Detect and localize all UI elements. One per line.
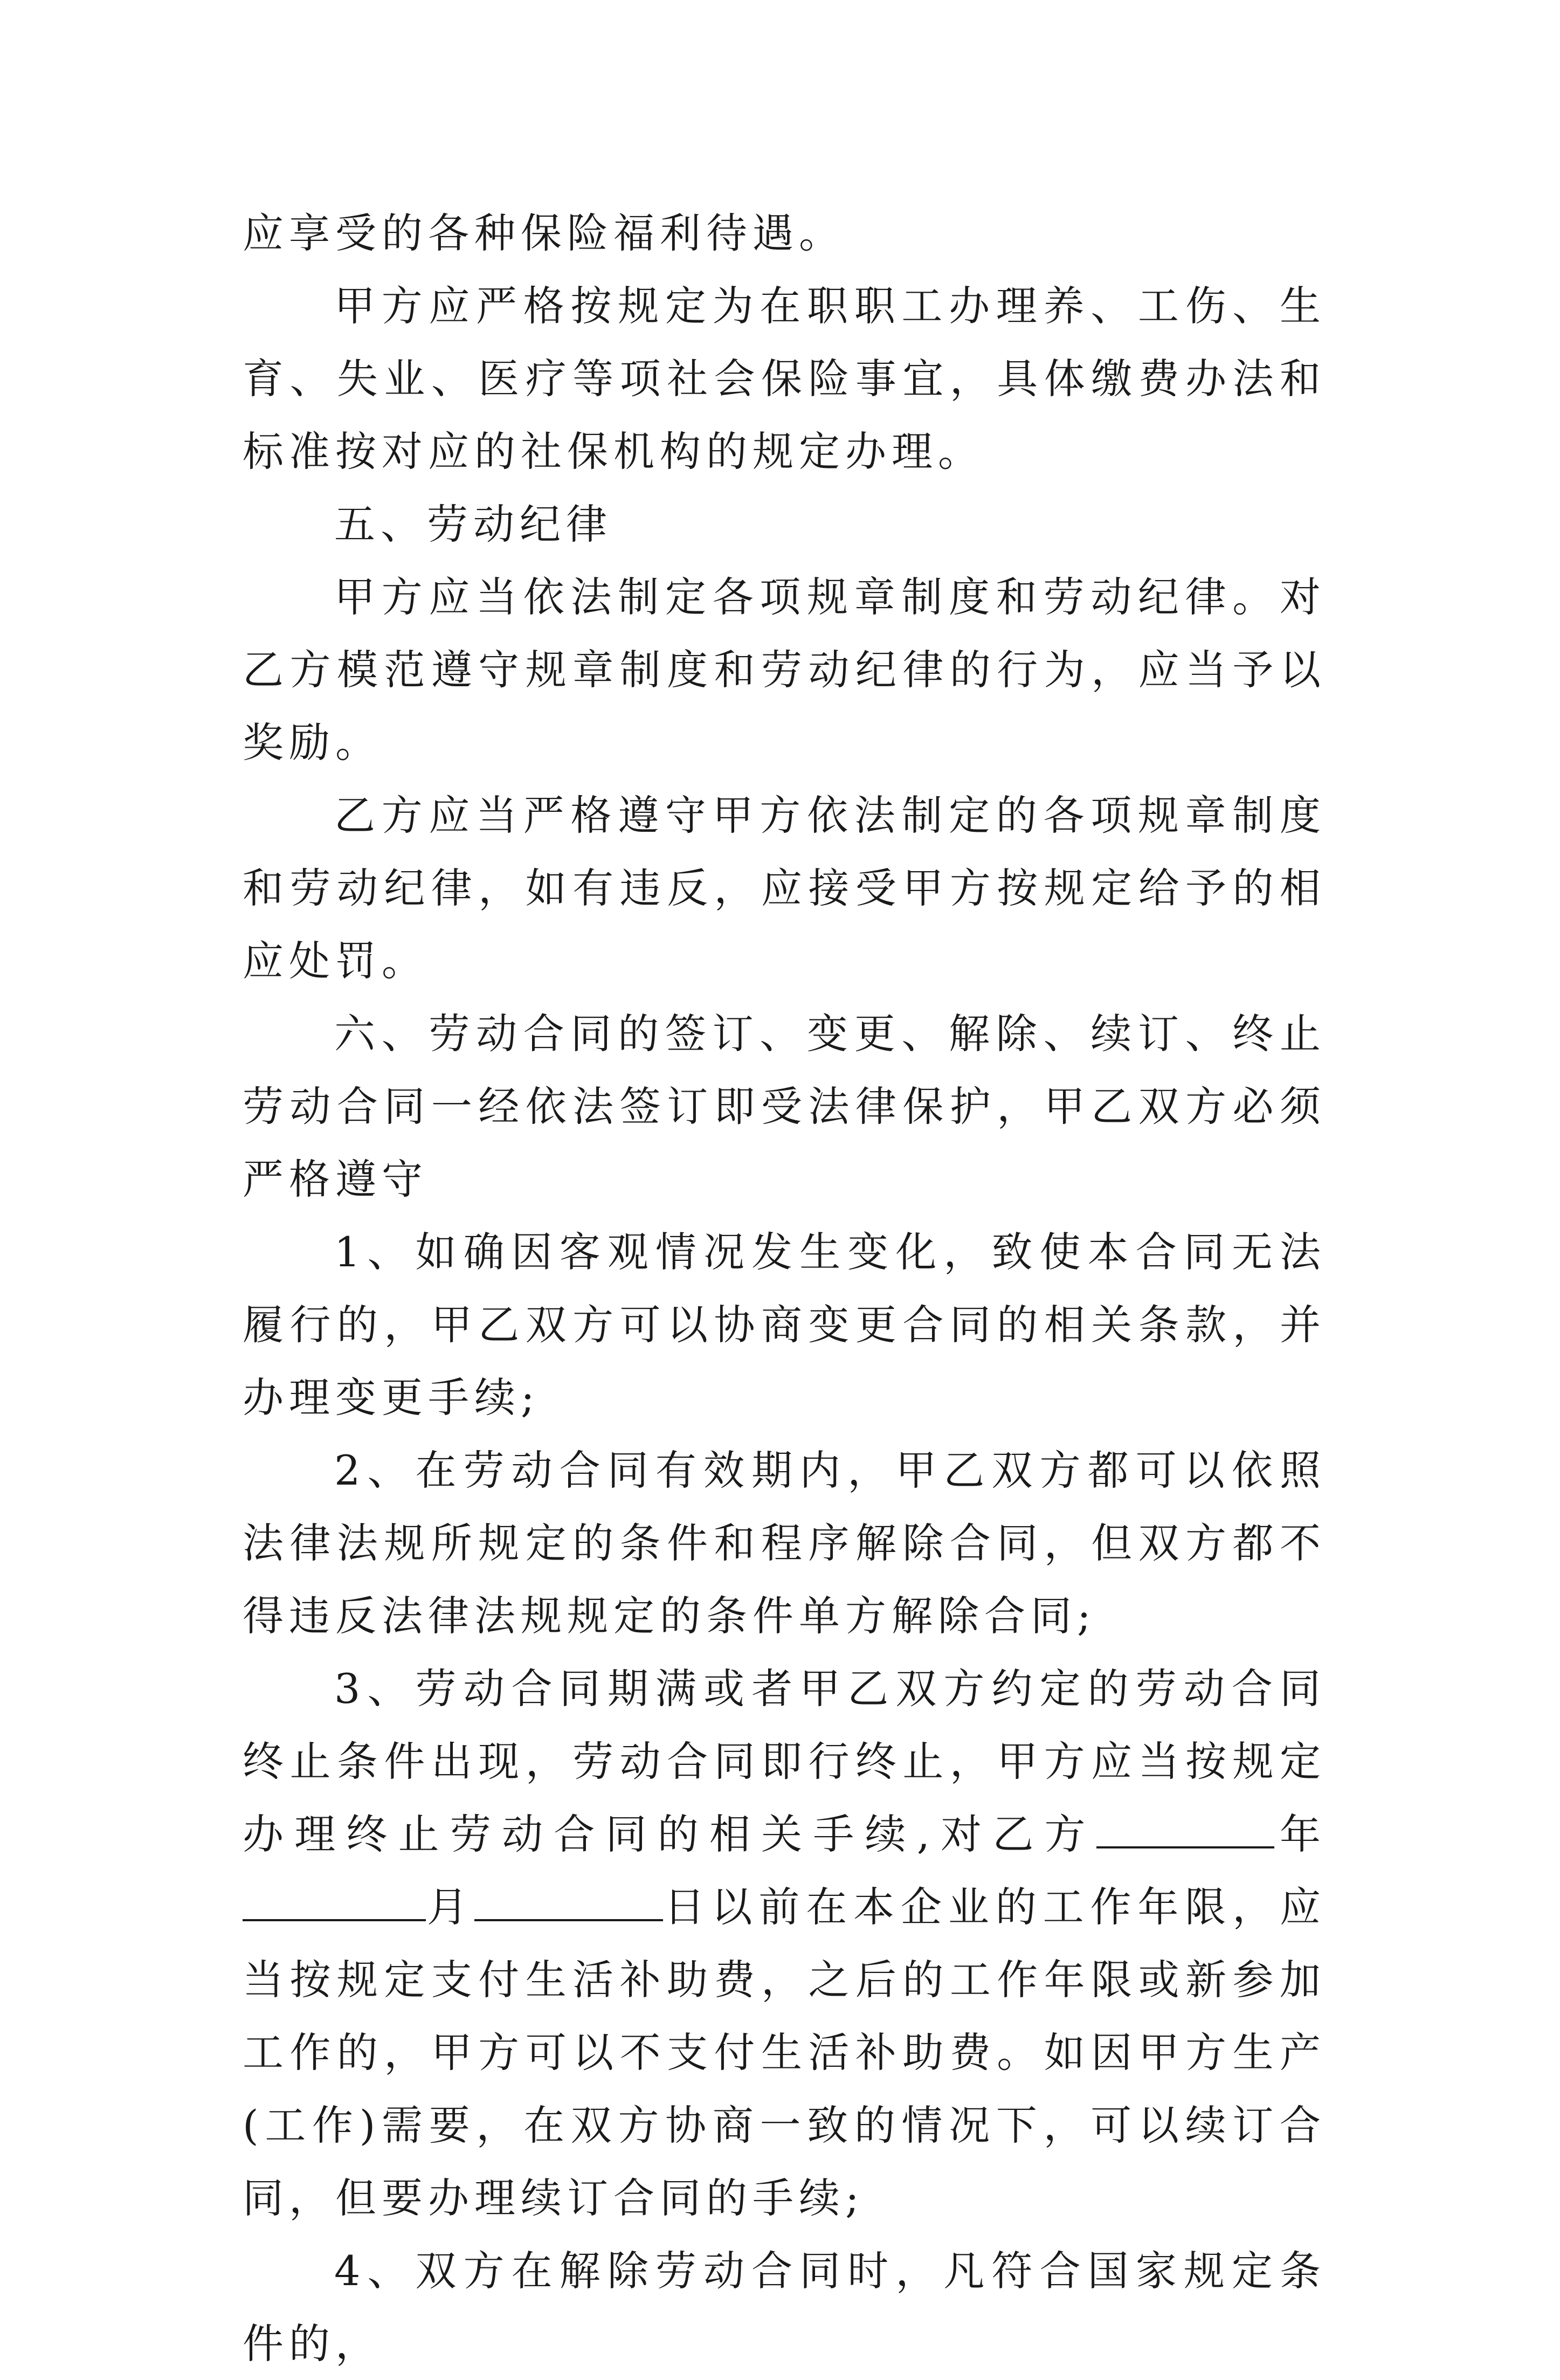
clause-3-text-before: 3、劳动合同期满或者甲乙双方约定的劳动合同终止条件出现，劳动合同即行终止，甲方应当按规定办理终止劳动合同的相关手续,对乙方	[243, 1665, 1326, 1858]
section-heading-contract-changes: 六、劳动合同的签订、变更、解除、续订、终止劳动合同一经依法签订即受法律保护，甲乙双方必须严格遵守	[243, 1010, 1326, 1203]
paragraph-party-b-compliance: 乙方应当严格遵守甲方依法制定的各项规章制度和劳动纪律，如有违反，应接受甲方按规定给予的相应处罚。	[243, 791, 1326, 985]
paragraph-insurance-benefits: 应享受的各种保险福利待遇。	[243, 209, 845, 257]
clause-1-modification: 1、如确因客观情况发生变化，致使本合同无法履行的，甲乙双方可以协商变更合同的相关条款，并办理变更手续;	[243, 1228, 1326, 1422]
clause-3-text-after: 日以前在本企业的工作年限，应当按规定支付生活补助费，之后的工作年限或新参加工作的，甲方可以不支付生活补助费。如因甲方生产(工作)需要，在双方协商一致的情况下，可以续订合同，但要办理续订合同的手续;	[243, 1883, 1326, 2222]
blank-month-field[interactable]	[243, 1871, 426, 1921]
paragraph-party-a-rules: 甲方应当依法制定各项规章制度和劳动纪律。对乙方模范遵守规章制度和劳动纪律的行为，应当予以奖励。	[243, 573, 1326, 767]
clause-3-expiry	[243, 1652, 1326, 2234]
clause-2-termination: 2、在劳动合同有效期内，甲乙双方都可以依照法律法规所规定的条件和程序解除合同，但双方都不得违反法律法规规定的条件单方解除合同;	[243, 1446, 1326, 1640]
paragraph-social-insurance: 甲方应严格按规定为在职职工办理养、工伤、生育、失业、医疗等项社会保险事宜，具体缴费办法和标准按对应的社保机构的规定办理。	[243, 282, 1326, 475]
blank-year-field[interactable]	[1096, 1798, 1274, 1848]
clause-3-month-label: 月	[426, 1883, 474, 1931]
document-page	[243, 197, 1326, 2380]
section-heading-labor-discipline: 五、劳动纪律	[334, 500, 612, 548]
clause-3-year-label: 年	[1274, 1810, 1326, 1858]
blank-day-field[interactable]	[474, 1871, 663, 1921]
clause-4-dissolution: 4、双方在解除劳动合同时，凡符合国家规定条件的，	[243, 2247, 1326, 2368]
